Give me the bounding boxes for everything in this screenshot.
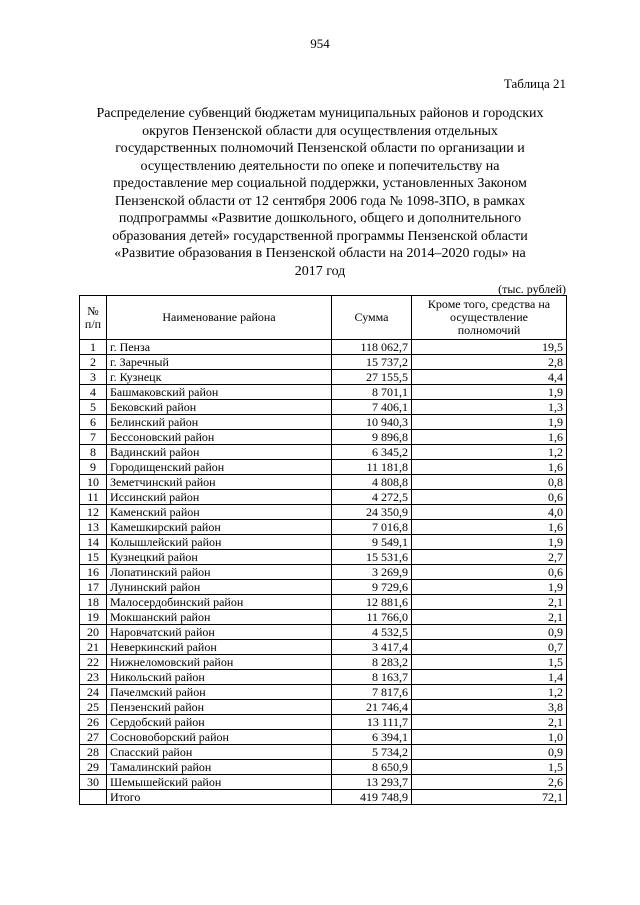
cell-name: Неверкинский район bbox=[107, 640, 332, 655]
cell-extra: 2,1 bbox=[412, 715, 567, 730]
table-row bbox=[80, 415, 567, 430]
cell-name: Малосердобинский район bbox=[107, 595, 332, 610]
title-line: Пензенской области от 12 сентября 2006 года № 1098-ЗПО, в рамках bbox=[114, 193, 526, 209]
cell-extra: 1,6 bbox=[412, 460, 567, 475]
cell-sum: 7 406,1 bbox=[332, 400, 412, 415]
cell-sum: 8 163,7 bbox=[332, 670, 412, 685]
cell-name: Бековский район bbox=[107, 400, 332, 415]
table-row bbox=[80, 595, 567, 610]
table-row bbox=[80, 640, 567, 655]
cell-name: Никольский район bbox=[107, 670, 332, 685]
cell-num: 10 bbox=[80, 475, 107, 490]
cell-num: 3 bbox=[80, 370, 107, 385]
cell-extra: 1,9 bbox=[412, 535, 567, 550]
cell-num: 30 bbox=[80, 775, 107, 790]
cell-extra: 0,9 bbox=[412, 625, 567, 640]
table-row bbox=[80, 400, 567, 415]
cell-extra: 1,4 bbox=[412, 670, 567, 685]
cell-name: Бессоновский район bbox=[107, 430, 332, 445]
cell-sum: 8 701,1 bbox=[332, 385, 412, 400]
cell-num: 19 bbox=[80, 610, 107, 625]
cell-name: Белинский район bbox=[107, 415, 332, 430]
cell-extra: 1,9 bbox=[412, 580, 567, 595]
cell-extra: 2,8 bbox=[412, 355, 567, 370]
cell-extra: 72,1 bbox=[412, 790, 567, 805]
cell-sum: 11 766,0 bbox=[332, 610, 412, 625]
title-line: Распределение субвенций бюджетам муниципальных районов и городских bbox=[96, 106, 544, 121]
table-row bbox=[80, 715, 567, 730]
header-extra bbox=[412, 296, 567, 340]
cell-num: 22 bbox=[80, 655, 107, 670]
cell-extra: 0,6 bbox=[412, 565, 567, 580]
title-line: округов Пензенской области для осуществления отдельных bbox=[142, 123, 498, 139]
table-row bbox=[80, 430, 567, 445]
cell-num: 28 bbox=[80, 745, 107, 760]
cell-name: Каменский район bbox=[107, 505, 332, 520]
cell-sum: 4 808,8 bbox=[332, 475, 412, 490]
title-line: осуществлению деятельности по опеке и попечительству на bbox=[140, 158, 500, 174]
cell-extra: 1,6 bbox=[412, 520, 567, 535]
header-name: Наименование района bbox=[107, 296, 332, 340]
cell-sum: 24 350,9 bbox=[332, 505, 412, 520]
table-row bbox=[80, 520, 567, 535]
cell-sum: 9 896,8 bbox=[332, 430, 412, 445]
cell-extra: 1,2 bbox=[412, 685, 567, 700]
cell-name: Лунинский район bbox=[107, 580, 332, 595]
cell-num: 9 bbox=[80, 460, 107, 475]
cell-num: 27 bbox=[80, 730, 107, 745]
cell-num: 2 bbox=[80, 355, 107, 370]
cell-name: г. Заречный bbox=[107, 355, 332, 370]
cell-num: 6 bbox=[80, 415, 107, 430]
cell-sum: 10 940,3 bbox=[332, 415, 412, 430]
cell-extra: 0,7 bbox=[412, 640, 567, 655]
cell-num bbox=[80, 790, 107, 805]
cell-num: 15 bbox=[80, 550, 107, 565]
header-sum: Сумма bbox=[332, 296, 412, 340]
cell-name: Пачелмский район bbox=[107, 685, 332, 700]
header-extra-line: Кроме того, средства на bbox=[427, 297, 551, 311]
total-row bbox=[80, 790, 567, 805]
cell-name: Мокшанский район bbox=[107, 610, 332, 625]
cell-sum: 5 734,2 bbox=[332, 745, 412, 760]
cell-num: 17 bbox=[80, 580, 107, 595]
subvention-table bbox=[79, 295, 567, 805]
title-line: «Развитие образования в Пензенской области на 2014–2020 годы» на bbox=[114, 246, 526, 261]
cell-sum: 118 062,7 bbox=[332, 340, 412, 355]
cell-sum: 11 181,8 bbox=[332, 460, 412, 475]
cell-name: Наровчатский район bbox=[107, 625, 332, 640]
cell-sum: 15 531,6 bbox=[332, 550, 412, 565]
cell-num: 29 bbox=[80, 760, 107, 775]
cell-num: 4 bbox=[80, 385, 107, 400]
table-row bbox=[80, 460, 567, 475]
cell-sum: 6 394,1 bbox=[332, 730, 412, 745]
cell-extra: 0,6 bbox=[412, 490, 567, 505]
cell-name: Городищенский район bbox=[107, 460, 332, 475]
table-label: Таблица 21 bbox=[503, 76, 566, 91]
cell-sum: 3 269,9 bbox=[332, 565, 412, 580]
cell-name: Сердобский район bbox=[107, 715, 332, 730]
cell-name: Земетчинский район bbox=[107, 475, 332, 490]
cell-num: 14 bbox=[80, 535, 107, 550]
table-row bbox=[80, 580, 567, 595]
cell-sum: 7 016,8 bbox=[332, 520, 412, 535]
cell-extra: 2,1 bbox=[412, 595, 567, 610]
cell-extra: 0,8 bbox=[412, 475, 567, 490]
cell-name: Спасский район bbox=[107, 745, 332, 760]
table-row bbox=[80, 670, 567, 685]
table-row bbox=[80, 655, 567, 670]
cell-sum: 27 155,5 bbox=[332, 370, 412, 385]
cell-extra: 4,4 bbox=[412, 370, 567, 385]
cell-num: 8 bbox=[80, 445, 107, 460]
cell-num: 16 bbox=[80, 565, 107, 580]
header-extra-line: осуществление bbox=[450, 310, 528, 324]
cell-sum: 4 272,5 bbox=[332, 490, 412, 505]
cell-name: Кузнецкий район bbox=[107, 550, 332, 565]
cell-sum: 13 111,7 bbox=[332, 715, 412, 730]
table-row bbox=[80, 625, 567, 640]
cell-extra: 1,3 bbox=[412, 400, 567, 415]
cell-num: 5 bbox=[80, 400, 107, 415]
cell-extra: 1,5 bbox=[412, 760, 567, 775]
table-row bbox=[80, 535, 567, 550]
cell-extra: 19,5 bbox=[412, 340, 567, 355]
table-row bbox=[80, 445, 567, 460]
cell-num: 21 bbox=[80, 640, 107, 655]
cell-num: 11 bbox=[80, 490, 107, 505]
cell-num: 7 bbox=[80, 430, 107, 445]
table-row bbox=[80, 505, 567, 520]
cell-num: 23 bbox=[80, 670, 107, 685]
cell-sum: 4 532,5 bbox=[332, 625, 412, 640]
cell-sum: 7 817,6 bbox=[332, 685, 412, 700]
cell-num: 26 bbox=[80, 715, 107, 730]
table-row bbox=[80, 565, 567, 580]
cell-sum: 15 737,2 bbox=[332, 355, 412, 370]
header-num-line: № bbox=[87, 303, 99, 318]
cell-extra: 1,5 bbox=[412, 655, 567, 670]
cell-extra: 3,8 bbox=[412, 700, 567, 715]
cell-num: 24 bbox=[80, 685, 107, 700]
cell-sum: 9 549,1 bbox=[332, 535, 412, 550]
cell-name: Вадинский район bbox=[107, 445, 332, 460]
table-row bbox=[80, 760, 567, 775]
cell-name: Сосновоборский район bbox=[107, 730, 332, 745]
title-line: предоставление мер социальной поддержки, установленных Законом bbox=[113, 176, 527, 191]
cell-sum: 419 748,9 bbox=[332, 790, 412, 805]
cell-extra: 1,2 bbox=[412, 445, 567, 460]
title-line: образования детей» государственной программы Пензенской области bbox=[112, 228, 528, 244]
cell-num: 13 bbox=[80, 520, 107, 535]
document-title bbox=[70, 105, 570, 280]
table-row bbox=[80, 490, 567, 505]
table-row bbox=[80, 370, 567, 385]
cell-name: Колышлейский район bbox=[107, 535, 332, 550]
cell-extra: 1,9 bbox=[412, 385, 567, 400]
table-row bbox=[80, 355, 567, 370]
cell-sum: 21 746,4 bbox=[332, 700, 412, 715]
cell-extra: 2,1 bbox=[412, 610, 567, 625]
cell-num: 20 bbox=[80, 625, 107, 640]
cell-name: Лопатинский район bbox=[107, 565, 332, 580]
table-row bbox=[80, 340, 567, 355]
cell-num: 18 bbox=[80, 595, 107, 610]
cell-sum: 9 729,6 bbox=[332, 580, 412, 595]
table-header-row bbox=[80, 296, 567, 340]
table-row bbox=[80, 775, 567, 790]
cell-sum: 8 650,9 bbox=[332, 760, 412, 775]
cell-sum: 3 417,4 bbox=[332, 640, 412, 655]
title-line: подпрограммы «Развитие дошкольного, общего и дополнительного bbox=[118, 211, 522, 226]
cell-extra: 0,9 bbox=[412, 745, 567, 760]
table-row bbox=[80, 610, 567, 625]
cell-name: Пензенский район bbox=[107, 700, 332, 715]
cell-name: Камешкирский район bbox=[107, 520, 332, 535]
header-extra-line: полномочий bbox=[457, 323, 521, 337]
table-row bbox=[80, 745, 567, 760]
table-body bbox=[80, 340, 567, 805]
cell-name: Башмаковский район bbox=[107, 385, 332, 400]
units-label: (тыс. рублей) bbox=[498, 282, 566, 296]
cell-name: Итого bbox=[107, 790, 332, 805]
title-line: 2017 год bbox=[294, 263, 346, 279]
cell-extra: 2,6 bbox=[412, 775, 567, 790]
table-row bbox=[80, 475, 567, 490]
table-row bbox=[80, 685, 567, 700]
cell-name: Нижнеломовский район bbox=[107, 655, 332, 670]
table-row bbox=[80, 730, 567, 745]
header-num-line: п/п bbox=[84, 316, 102, 331]
cell-extra: 1,0 bbox=[412, 730, 567, 745]
cell-sum: 12 881,6 bbox=[332, 595, 412, 610]
table-row bbox=[80, 385, 567, 400]
cell-num: 12 bbox=[80, 505, 107, 520]
cell-sum: 13 293,7 bbox=[332, 775, 412, 790]
cell-extra: 1,9 bbox=[412, 415, 567, 430]
title-line: государственных полномочий Пензенской области по организации и bbox=[115, 141, 525, 156]
cell-name: Шемышейский район bbox=[107, 775, 332, 790]
table-row bbox=[80, 700, 567, 715]
page-number: 954 bbox=[310, 36, 330, 51]
cell-name: Иссинский район bbox=[107, 490, 332, 505]
header-num bbox=[80, 296, 107, 340]
cell-num: 1 bbox=[80, 340, 107, 355]
cell-name: г. Пенза bbox=[107, 340, 332, 355]
cell-sum: 8 283,2 bbox=[332, 655, 412, 670]
cell-name: г. Кузнецк bbox=[107, 370, 332, 385]
cell-name: Тамалинский район bbox=[107, 760, 332, 775]
cell-extra: 2,7 bbox=[412, 550, 567, 565]
cell-sum: 6 345,2 bbox=[332, 445, 412, 460]
cell-extra: 1,6 bbox=[412, 430, 567, 445]
table-row bbox=[80, 550, 567, 565]
cell-extra: 4,0 bbox=[412, 505, 567, 520]
cell-num: 25 bbox=[80, 700, 107, 715]
